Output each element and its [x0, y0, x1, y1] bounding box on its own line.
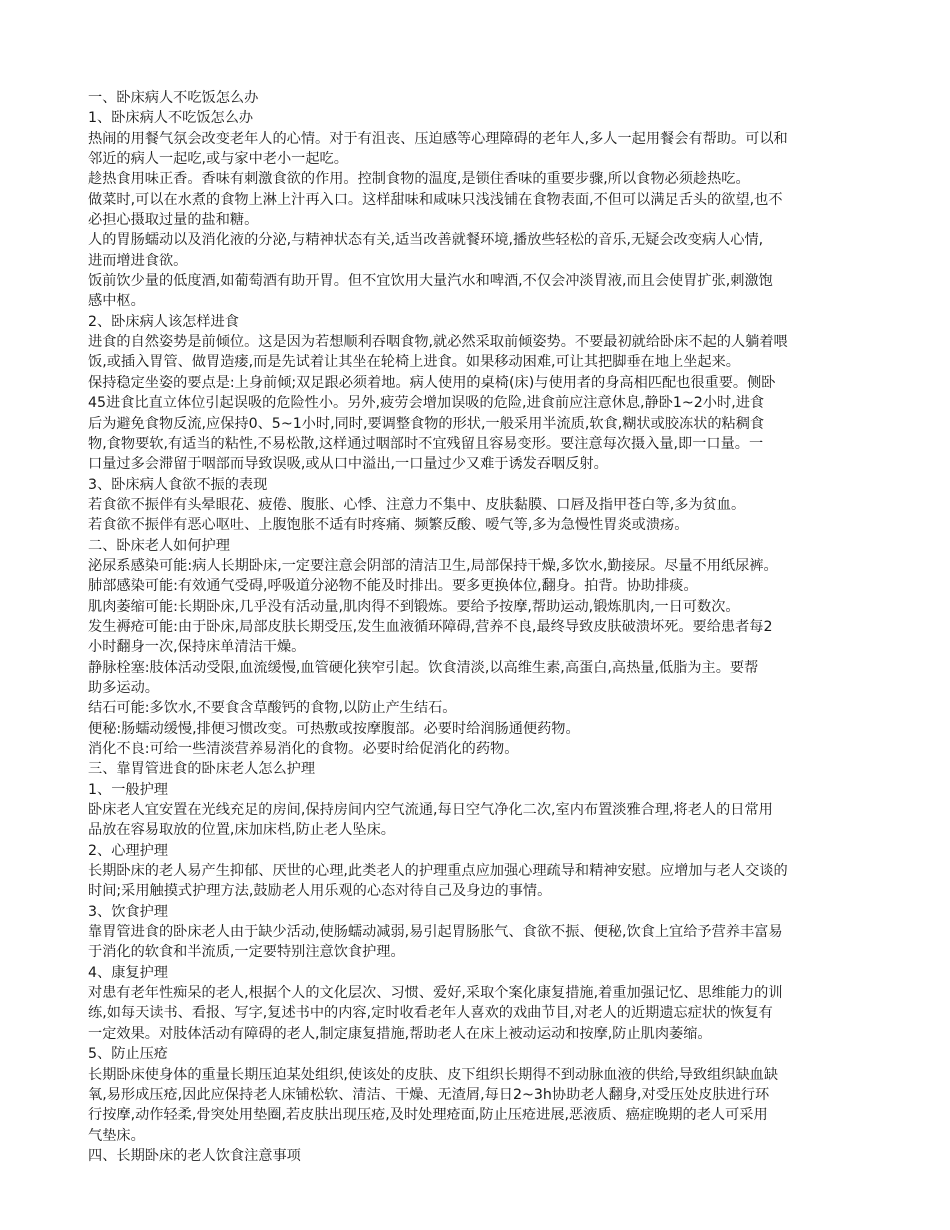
text-line: 5、防止压疮	[88, 1046, 168, 1063]
text-line: 发生褥疮可能:由于卧床,局部皮肤长期受压,发生血液循环障碍,营养不良,最终导致皮肤破溃坏死。要给患者每2	[88, 618, 773, 635]
text-line: 必担心摄取过量的盐和糖。	[88, 212, 259, 229]
text-line: 3、饮食护理	[88, 903, 168, 920]
text-line: 2、心理护理	[88, 842, 168, 859]
text-line: 助多运动。	[88, 679, 159, 696]
text-line: 人的胃肠蠕动以及消化液的分泌,与精神状态有关,适当改善就餐环境,播放些轻松的音乐,无疑会改变病人心情,	[88, 232, 764, 249]
text-line: 气垫床。	[88, 1127, 145, 1144]
text-line: 若食欲不振伴有头晕眼花、疲倦、腹胀、心悸、注意力不集中、皮肤黏膜、口唇及指甲苍白等,多为贫血。	[88, 496, 746, 513]
text-line: 饭,或插入胃管、做胃造瘘,而是先试着让其坐在轮椅上进食。如果移动困难,可让其把脚垂在地上坐起来。	[88, 354, 740, 371]
text-line: 趁热食用味正香。香味有刺激食欲的作用。控制食物的温度,是锁住香味的重要步骤,所以食物必须趁热吃。	[88, 171, 750, 188]
text-line: 便秘:肠蠕动缓慢,排便习惯改变。可热敷或按摩腹部。必要时给润肠通便药物。	[88, 720, 580, 737]
text-line: 一定效果。对肢体活动有障碍的老人,制定康复措施,帮助老人在床上被动运动和按摩,防止肌肉萎缩。	[88, 1025, 712, 1042]
text-line: 品放在容易取放的位置,床加床档,防止老人坠床。	[88, 822, 395, 839]
text-line: 于消化的软食和半流质,一定要特别注意饮食护理。	[88, 944, 405, 961]
text-line: 肺部感染可能:有效通气受碍,呼吸道分泌物不能及时排出。要多更换体位,翻身。拍背。协助排痰。	[88, 578, 698, 595]
text-line: 进而增进食欲。	[88, 252, 188, 269]
text-line: 四、长期卧床的老人饮食注意事项	[88, 1147, 301, 1164]
text-line: 45进食比直立体位引起误吸的危险性小。另外,疲劳会增加误吸的危险,进食前应注意休息,静卧1~2小时,进食	[88, 395, 765, 412]
text-line: 行按摩,动作轻柔,骨突处用垫圈,若皮肤出现压疮,及时处理疮面,防止压疮进展,恶液质、癌症晚期的老人可采用	[88, 1107, 768, 1124]
text-line: 3、卧床病人食欲不振的表现	[88, 476, 268, 493]
text-line: 氧,易形成压疮,因此应保持老人床铺松软、清洁、干燥、无渣屑,每日2~3h协助老人翻身,对受压处皮肤进行环	[88, 1086, 770, 1103]
text-line: 长期卧床的老人易产生抑郁、厌世的心理,此类老人的护理重点应加强心理疏导和精神安慰。应增加与老人交谈的	[88, 863, 788, 880]
text-line: 邻近的病人一起吃,或与家中老小一起吃。	[88, 151, 348, 168]
text-line: 消化不良:可给一些清淡营养易消化的食物。必要时给促消化的药物。	[88, 741, 519, 757]
text-line: 练,如每天读书、看报、写字,复述书中的内容,定时收看老年人喜欢的戏曲节目,对老人的近期遗忘症状的恢复有	[88, 1005, 773, 1022]
text-line: 泌尿系感染可能:病人长期卧床,一定要注意会阴部的清洁卫生,局部保持干燥,多饮水,勤接尿。尽量不用纸尿裤。	[88, 557, 778, 574]
text-line: 感中枢。	[88, 293, 145, 310]
text-line: 热闹的用餐气氛会改变老年人的心情。对于有沮丧、压迫感等心理障碍的老年人,多人一起用餐会有帮助。可以和	[88, 130, 788, 147]
text-line: 二、卧床老人如何护理	[88, 537, 230, 554]
text-line: 对患有老年性痴呆的老人,根据个人的文化层次、习惯、爱好,采取个案化康复措施,着重加强记忆、思维能力的训	[88, 985, 783, 1002]
text-line: 保持稳定坐姿的要点是:上身前倾;双足跟必须着地。病人使用的桌椅(床)与使用者的身高相匹配也很重要。侧卧	[88, 374, 776, 391]
text-line: 饭前饮少量的低度酒,如葡萄酒有助开胃。但不宜饮用大量汽水和啤酒,不仅会冲淡胃液,而且会使胃扩张,刺激饱	[88, 273, 773, 290]
text-line: 若食欲不振伴有恶心呕吐、上腹饱胀不适有时疼痛、频繁反酸、嗳气等,多为急慢性胃炎或溃疡。	[88, 517, 689, 534]
text-line: 4、康复护理	[88, 964, 168, 981]
text-line: 时间;采用触摸式护理方法,鼓励老人用乐观的心态对待自己及身边的事情。	[88, 883, 552, 900]
text-line: 三、靠胃管进食的卧床老人怎么护理	[88, 761, 316, 778]
text-line: 物,食物要软,有适当的粘性,不易松散,这样通过咽部时不宜残留且容易变形。要注意每次摄入量,即一口量。一	[88, 435, 764, 452]
text-line: 小时翻身一次,保持床单清洁干燥。	[88, 639, 306, 656]
text-line: 结石可能:多饮水,不要食含草酸钙的食物,以防止产生结石。	[88, 700, 457, 717]
text-line: 后为避免食物反流,应保持0、5~1小时,同时,要调整食物的形状,一般采用半流质,软食,糊状或胶冻状的粘稠食	[88, 415, 765, 432]
text-line: 口量过多会滞留于咽部而导致误吸,或从口中溢出,一口量过少又难于诱发吞咽反射。	[88, 456, 608, 473]
text-line: 2、卧床病人该怎样进食	[88, 313, 239, 330]
text-line: 静脉栓塞:肢体活动受限,血流缓慢,血管硬化狭窄引起。饮食清淡,以高维生素,高蛋白,高热量,低脂为主。要帮	[88, 659, 759, 676]
text-line: 1、卧床病人不吃饭怎么办	[88, 110, 254, 127]
text-line: 进食的自然姿势是前倾位。这是因为若想顺利吞咽食物,就必然采取前倾姿势。不要最初就给卧床不起的人躺着喂	[88, 334, 788, 351]
text-line: 一、卧床病人不吃饭怎么办	[88, 90, 259, 106]
text-line: 肌肉萎缩可能:长期卧床,几乎没有活动量,肌肉得不到锻炼。要给予按摩,帮助运动,锻炼肌肉,一日可数次。	[88, 598, 740, 615]
text-line: 靠胃管进食的卧床老人由于缺少活动,使肠蠕动减弱,易引起胃肠胀气、食欲不振、便秘,饮食上宜给予营养丰富易	[88, 924, 783, 941]
text-line: 做菜时,可以在水煮的食物上淋上汁再入口。这样甜味和咸味只浅浅铺在食物表面,不但可以满足舌头的欲望,也不	[88, 191, 783, 208]
document-body	[88, 88, 864, 1166]
text-line: 1、一般护理	[88, 781, 168, 798]
text-line: 卧床老人宜安置在光线充足的房间,保持房间内空气流通,每日空气净化二次,室内布置淡雅合理,将老人的日常用	[88, 802, 773, 819]
text-line: 长期卧床使身体的重量长期压迫某处组织,使该处的皮肤、皮下组织长期得不到动脉血液的供给,导致组织缺血缺	[88, 1066, 779, 1083]
